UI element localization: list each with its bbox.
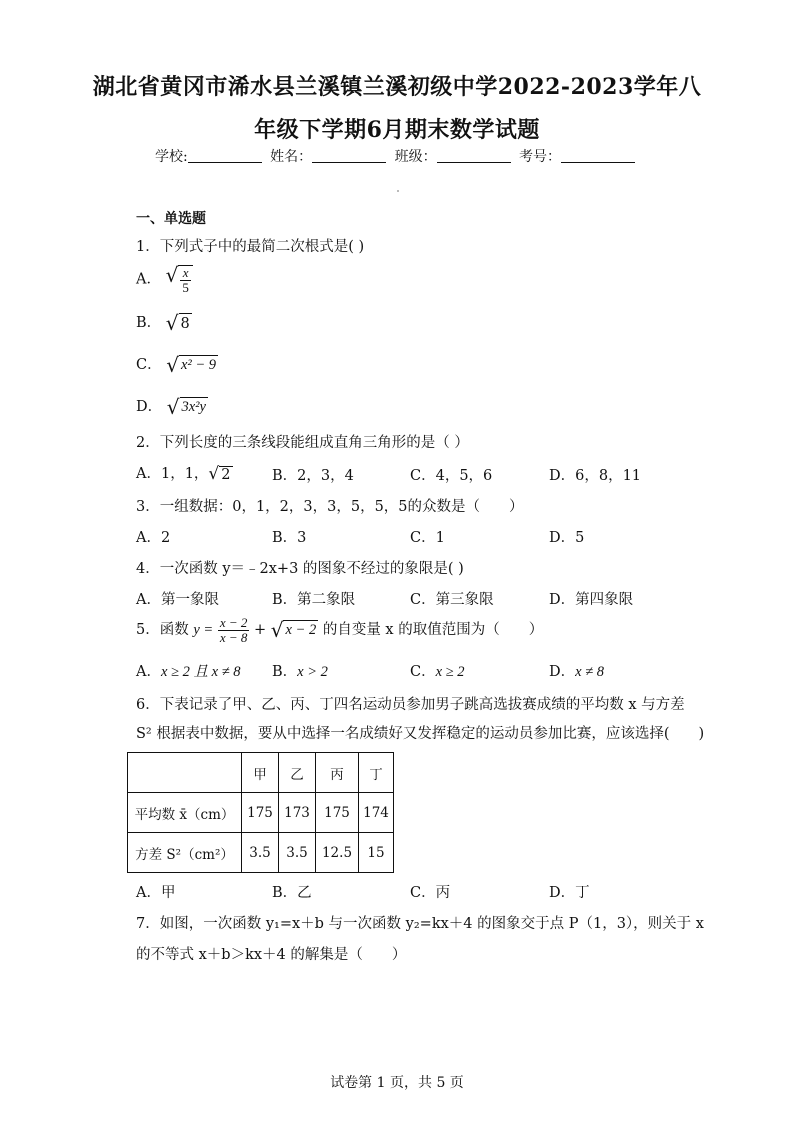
school-blank[interactable] — [188, 148, 262, 163]
q6-option-a: A．甲 — [136, 885, 176, 901]
q1-a-denominator: 5 — [182, 279, 189, 295]
q3-option-c: C．1 — [410, 530, 445, 546]
class-label: 班级： — [394, 149, 437, 165]
q5-c-math: x ≥ 2 — [435, 664, 465, 680]
q5-option-b — [272, 660, 328, 681]
student-info-fields — [0, 146, 794, 166]
school-label: 学校: — [154, 149, 188, 165]
q1-option-d-label: D． — [136, 399, 163, 415]
name-label: 姓名： — [270, 149, 313, 165]
q1-option-d — [136, 395, 208, 417]
table-row — [128, 793, 394, 833]
table-header-cell: 丙 — [316, 753, 359, 793]
table-cell: 175 — [242, 793, 279, 833]
q4-option-a: A．第一象限 — [136, 592, 219, 608]
exam-number-blank[interactable] — [561, 148, 635, 163]
q5-plus: + — [253, 622, 267, 639]
q4-option-b: B．第二象限 — [272, 592, 356, 608]
q2-option-b: B．2，3，4 — [272, 468, 354, 484]
q5-b-label: B． — [272, 664, 298, 680]
q5-radical: √ x − 2 — [270, 618, 317, 643]
decorative-dot — [397, 190, 399, 192]
q2-a-radical: √ 2 — [208, 463, 231, 484]
q5-radicand: x − 2 — [285, 622, 317, 639]
q5-option-d — [549, 660, 604, 681]
table-cell: 平均数 x̄（cm） — [128, 793, 242, 833]
q1-option-c-label: C． — [136, 357, 162, 373]
section-title: 一、单选题 — [136, 211, 206, 227]
q1-a-numerator: x — [180, 266, 191, 281]
q5-fraction — [218, 616, 250, 644]
q5-c-label: C． — [410, 664, 436, 680]
q1-c-radicand: x² − 9 — [180, 357, 217, 373]
question-3-stem: 3．一组数据：0，1，2，3，3，5，5，5的众数是（ ） — [136, 499, 524, 515]
table-cell: 173 — [279, 793, 316, 833]
q6-option-c: C．丙 — [410, 885, 451, 901]
table-header-cell: 乙 — [279, 753, 316, 793]
table-cell: 175 — [316, 793, 359, 833]
question-7-line-2: 的不等式 x＋b＞kx＋4 的解集是（ ） — [136, 947, 407, 963]
q2-a-radicand: 2 — [221, 466, 231, 483]
q1-option-a-label: A． — [136, 271, 161, 288]
q2-option-a-text: A．1，1， — [136, 466, 209, 482]
question-7-line-1: 7．如图，一次函数 y₁=x＋b 与一次函数 y₂=kx＋4 的图象交于点 P（1，3），则关于 x — [136, 916, 704, 932]
q5-a-label: A． — [136, 664, 161, 680]
q1-option-a — [136, 265, 193, 294]
table-cell: 3.5 — [242, 833, 279, 873]
question-1-stem: 1．下列式子中的最简二次根式是( ) — [136, 239, 365, 255]
q4-option-d: D．第四象限 — [549, 592, 634, 608]
table-header-cell: 甲 — [242, 753, 279, 793]
q2-option-c: C．4，5，6 — [410, 468, 493, 484]
q5-b-math: x > 2 — [297, 664, 328, 680]
exam-number-label: 考号： — [519, 149, 562, 165]
q1-option-c-radical: √ x² − 9 — [166, 353, 217, 377]
q1-option-b — [136, 311, 192, 333]
table-header-cell: 丁 — [359, 753, 394, 793]
q1-option-d-radical: √ 3x²y — [166, 395, 206, 419]
q3-option-a: A．2 — [136, 530, 171, 546]
q5-a-math: x ≥ 2 且 x ≠ 8 — [160, 664, 241, 680]
q2-option-a — [136, 462, 233, 483]
table-cell: 方差 S²（cm²） — [128, 833, 242, 873]
q2-option-d: D．6，8，11 — [549, 468, 642, 484]
name-blank[interactable] — [312, 148, 386, 163]
q5-prefix: 5．函数 — [136, 622, 189, 639]
q6-option-d: D．丁 — [549, 885, 590, 901]
q3-option-d: D．5 — [549, 530, 585, 546]
page-footer: 试卷第 1 页，共 5 页 — [330, 1075, 464, 1091]
question-2-stem: 2．下列长度的三条线段能组成直角三角形的是（ ） — [136, 435, 469, 451]
q1-option-b-label: B． — [136, 315, 162, 331]
table-cell: 12.5 — [316, 833, 359, 873]
q1-option-a-radical: √ $\frac{x}{5}$ — [166, 265, 193, 294]
q3-option-b: B．3 — [272, 530, 307, 546]
q6-option-b: B．乙 — [272, 885, 312, 901]
title-line-2: 年级下学期6月期末数学试题 — [254, 117, 540, 143]
q5-option-a — [136, 660, 241, 681]
table-header-row — [128, 753, 394, 793]
q5-d-math: x ≠ 8 — [575, 664, 605, 680]
q1-b-radicand: 8 — [179, 313, 192, 333]
q1-option-b-radical: √ 8 — [165, 311, 190, 335]
table-cell: 3.5 — [279, 833, 316, 873]
question-5-stem — [136, 616, 543, 644]
title-line-1: 湖北省黄冈市浠水县兰溪镇兰溪初级中学2022-2023学年八 — [92, 74, 702, 100]
table-header-cell — [128, 753, 242, 793]
q5-frac-numerator: x − 2 — [219, 615, 248, 630]
q1-d-radicand: 3x²y — [181, 399, 206, 415]
q5-frac-denominator: x − 8 — [219, 629, 248, 645]
athlete-stats-table — [127, 752, 394, 873]
question-6-line-1: 6．下表记录了甲、乙、丙、丁四名运动员参加男子跳高选拔赛成绩的平均数 x 与方差 — [136, 697, 685, 713]
q5-y-equals: y = — [193, 622, 214, 639]
q5-d-label: D． — [549, 664, 576, 680]
q5-option-c — [410, 660, 465, 681]
class-blank[interactable] — [437, 148, 511, 163]
question-4-stem: 4．一次函数 y＝﹣2x+3 的图象不经过的象限是( ) — [136, 561, 464, 577]
q1-option-c — [136, 353, 218, 375]
table-cell: 174 — [359, 793, 394, 833]
q5-suffix: 的自变量 x 的取值范围为（ ） — [322, 622, 544, 639]
table-cell: 15 — [359, 833, 394, 873]
question-6-line-2: S² 根据表中数据，要从中选择一名成绩好又发挥稳定的运动员参加比赛，应该选择( ) — [136, 726, 705, 742]
q4-option-c: C．第三象限 — [410, 592, 494, 608]
table-row — [128, 833, 394, 873]
